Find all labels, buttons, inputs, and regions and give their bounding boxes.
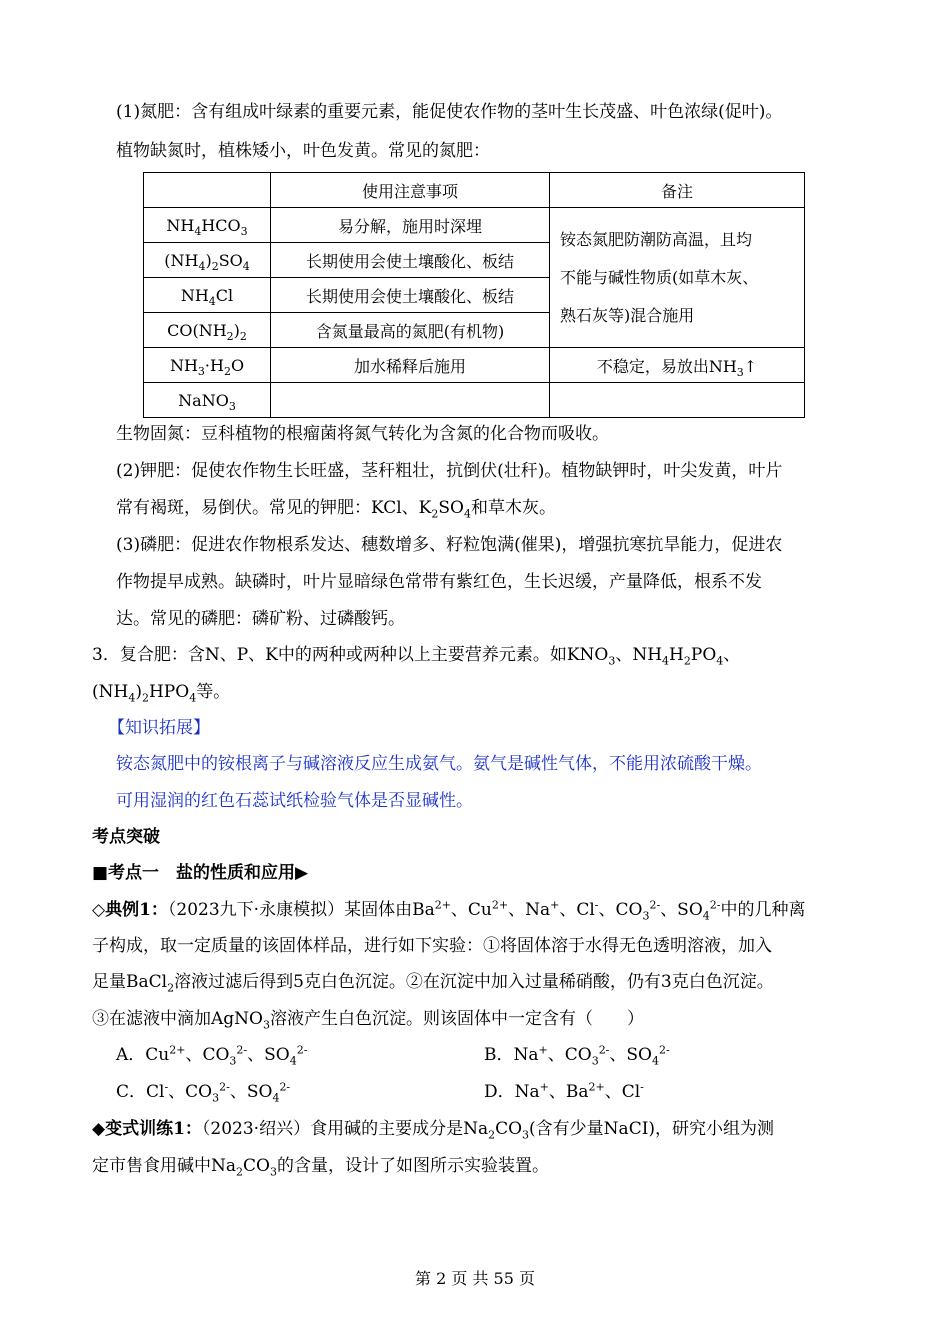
option-b[interactable]: B．Na+、$CO_3^{2-}$、$SO_4^{2-}$ [484, 1043, 670, 1068]
note-cell: 不稳定，易放出$NH_3↑$ [550, 348, 805, 383]
knowledge-extension-line2: 可用湿润的红色石蕊试纸检验气体是否显碱性。 [116, 791, 473, 811]
nitrogen-fertilizer-table [143, 172, 805, 418]
nitrogen-para-line1: (1)氮肥：含有组成叶绿素的重要元素，能促使农作物的茎叶生长茂盛、叶色浓绿(促叶)。 [116, 102, 783, 122]
formula-cell: $NH_4HCO_3$ [144, 208, 271, 243]
usage-cell: 加水稀释后施用 [271, 348, 550, 383]
knowledge-extension-title: 【知识拓展】 [108, 718, 210, 738]
usage-cell: 含氮量最高的氮肥(有机物) [271, 313, 550, 348]
exam-point-heading: ■考点一 盐的性质和应用▶ [92, 863, 309, 883]
option-d[interactable]: D．Na+、$Ba^{2+}$、Cl- [484, 1080, 644, 1102]
phosphorus-para-line2: 作物提早成熟。缺磷时，叶片显暗绿色常带有紫红色，生长迟缓，产量降低，根系不发 [116, 572, 762, 592]
potassium-para-line2: 常有褐斑，易倒伏。常见的钾肥：KCl、$K_2SO_4$和草木灰。 [116, 498, 556, 521]
nitrogen-para-line2: 植物缺氮时，植株矮小，叶色发黄。常见的氮肥： [116, 141, 490, 161]
formula-cell: $NH_4Cl$ [144, 278, 271, 313]
formula-cell: $(NH_4)_2SO_4$ [144, 243, 271, 278]
variant1-line2: 定市售食用碱中$Na_2CO_3$的含量，设计了如图所示实验装置。 [92, 1156, 549, 1179]
section-heading: 考点突破 [92, 827, 160, 847]
formula-cell: NaNO$_3$ [144, 383, 271, 418]
table-row [144, 348, 805, 383]
usage-cell [271, 383, 550, 418]
potassium-para-line1: (2)钾肥：促使农作物生长旺盛，茎秆粗壮，抗倒伏(壮秆)。植物缺钾时，叶尖发黄，叶片 [116, 461, 783, 481]
table-header-cell: 使用注意事项 [271, 173, 550, 208]
formula-cell: $CO(NH_2)_2$ [144, 313, 271, 348]
bio-fixation-para: 生物固氮：豆科植物的根瘤菌将氮气转化为含氮的化合物而吸收。 [116, 424, 609, 444]
usage-cell: 长期使用会使土壤酸化、板结 [271, 243, 550, 278]
merged-note-cell: 铵态氮肥防潮防高温，且均 不能与碱性物质(如草木灰、 熟石灰等)混合施用 [550, 208, 805, 348]
example1-line2: 子构成，取一定质量的该固体样品，进行如下实验：①将固体溶于水得无色透明溶液，加入 [92, 936, 772, 956]
example1-line3: 足量BaCl$_2$溶液过滤后得到5克白色沉淀。②在沉淀中加入过量稀硝酸，仍有3克白色沉淀。 [92, 972, 774, 995]
formula-cell: $NH_3\cdot H_2O$ [144, 348, 271, 383]
usage-cell: 长期使用会使土壤酸化、板结 [271, 278, 550, 313]
option-a[interactable]: A．$Cu^{2+}$、$CO_3^{2-}$、$SO_4^{2-}$ [116, 1043, 308, 1068]
compound-fertilizer-line1: 3．复合肥：含N、P、K中的两种或两种以上主要营养元素。如$KNO_3$、$NH_4H_2PO_4$、 [92, 645, 741, 668]
usage-cell: 易分解，施用时深埋 [271, 208, 550, 243]
phosphorus-para-line1: (3)磷肥：促进农作物根系发达、穗数增多、籽粒饱满(催果)，增强抗寒抗旱能力，促进农 [116, 535, 783, 555]
table-row [144, 208, 805, 243]
phosphorus-para-line3: 达。常见的磷肥：磷矿粉、过磷酸钙。 [116, 609, 405, 629]
note-cell [550, 383, 805, 418]
table-header-row [144, 173, 805, 208]
knowledge-extension-line1: 铵态氮肥中的铵根离子与碱溶液反应生成氨气。氨气是碱性气体，不能用浓硫酸干燥。 [116, 754, 762, 774]
example1-line1: ◇典例1：（2023九下·永康模拟）某固体由$Ba^{2+}$、$Cu^{2+}$、Na+、Cl-、$CO_3^{2-}$、$SO_4^{2-}$中的几种离 [92, 898, 806, 923]
page-footer: 第 2 页 共 55 页 [415, 1269, 535, 1288]
option-c[interactable]: C．Cl-、$CO_3^{2-}$、$SO_4^{2-}$ [116, 1080, 291, 1105]
variant1-label: ◆变式训练1： [92, 1119, 202, 1139]
example1-line4: ③在滤液中滴加AgNO$_3$溶液产生白色沉淀。则该固体中一定含有（ ） [92, 1009, 644, 1032]
table-row [144, 383, 805, 418]
table-header-cell: 备注 [550, 173, 805, 208]
compound-fertilizer-line2: $(NH_4)_2HPO_4$等。 [92, 682, 231, 705]
table-header-cell [144, 173, 271, 208]
variant1-line1: ◆变式训练1：（2023·绍兴）食用碱的主要成分是$Na_2CO_3$(含有少量NaCI)，研究小组为测 [92, 1119, 775, 1142]
example1-label: ◇典例1： [92, 900, 168, 920]
